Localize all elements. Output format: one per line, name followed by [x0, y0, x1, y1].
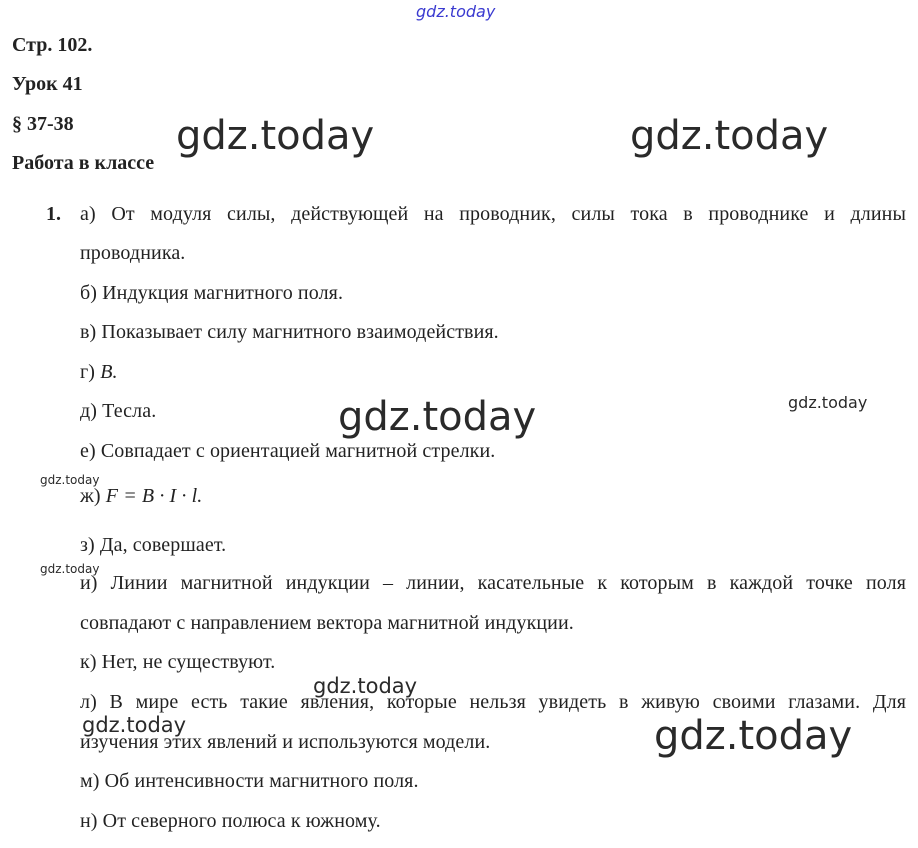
- class-work-heading: Работа в классе: [12, 152, 155, 174]
- task-number: 1.: [46, 203, 61, 225]
- answer-a-line-1: а) От модуля силы, действующей на проводник, силы тока в проводнике и длины: [80, 203, 906, 225]
- answer-d: д) Тесла.: [80, 400, 157, 422]
- answer-a-line-2: проводника.: [80, 242, 186, 264]
- answer-v: в) Показывает силу магнитного взаимодействия.: [80, 321, 499, 343]
- answer-l-line-2: изучения этих явлений и используются модели.: [80, 731, 491, 753]
- answer-g-label: г): [80, 361, 96, 383]
- watermark-medium: gdz.today: [313, 674, 418, 698]
- answer-i-line-2: совпадают с направлением вектора магнитной индукции.: [80, 612, 574, 634]
- answer-g: [80, 361, 118, 384]
- answer-k: к) Нет, не существуют.: [80, 651, 276, 673]
- watermark-large: gdz.today: [654, 713, 853, 759]
- answer-g-value: B.: [100, 361, 118, 383]
- watermark-small: gdz.today: [788, 393, 868, 412]
- watermark-top: gdz.today: [416, 2, 496, 21]
- answer-z: з) Да, совершает.: [80, 534, 227, 556]
- answer-m: м) Об интенсивности магнитного поля.: [80, 770, 419, 792]
- answer-zh-label: ж): [80, 485, 101, 507]
- section-heading: § 37-38: [12, 113, 74, 135]
- watermark-tiny: gdz.today: [40, 473, 100, 487]
- answer-i-line-1: и) Линии магнитной индукции – линии, касательные к которым в каждой точке поля: [80, 572, 906, 594]
- watermark-tiny: gdz.today: [40, 562, 100, 576]
- page-number-heading: Стр. 102.: [12, 34, 93, 56]
- answer-n: н) От северного полюса к южному.: [80, 810, 381, 832]
- watermark-large: gdz.today: [176, 113, 375, 159]
- answer-zh-formula: F = B · I · l.: [105, 485, 203, 507]
- watermark-medium: gdz.today: [82, 713, 187, 737]
- watermark-large: gdz.today: [630, 113, 829, 159]
- answer-e: е) Совпадает с ориентацией магнитной стрелки.: [80, 440, 496, 462]
- lesson-heading: Урок 41: [12, 73, 83, 95]
- answer-zh: [80, 485, 202, 508]
- watermark-large: gdz.today: [338, 394, 537, 440]
- answer-l-line-1: л) В мире есть такие явления, которые нельзя увидеть в живую своими глазами. Для: [80, 691, 906, 713]
- answer-b: б) Индукция магнитного поля.: [80, 282, 344, 304]
